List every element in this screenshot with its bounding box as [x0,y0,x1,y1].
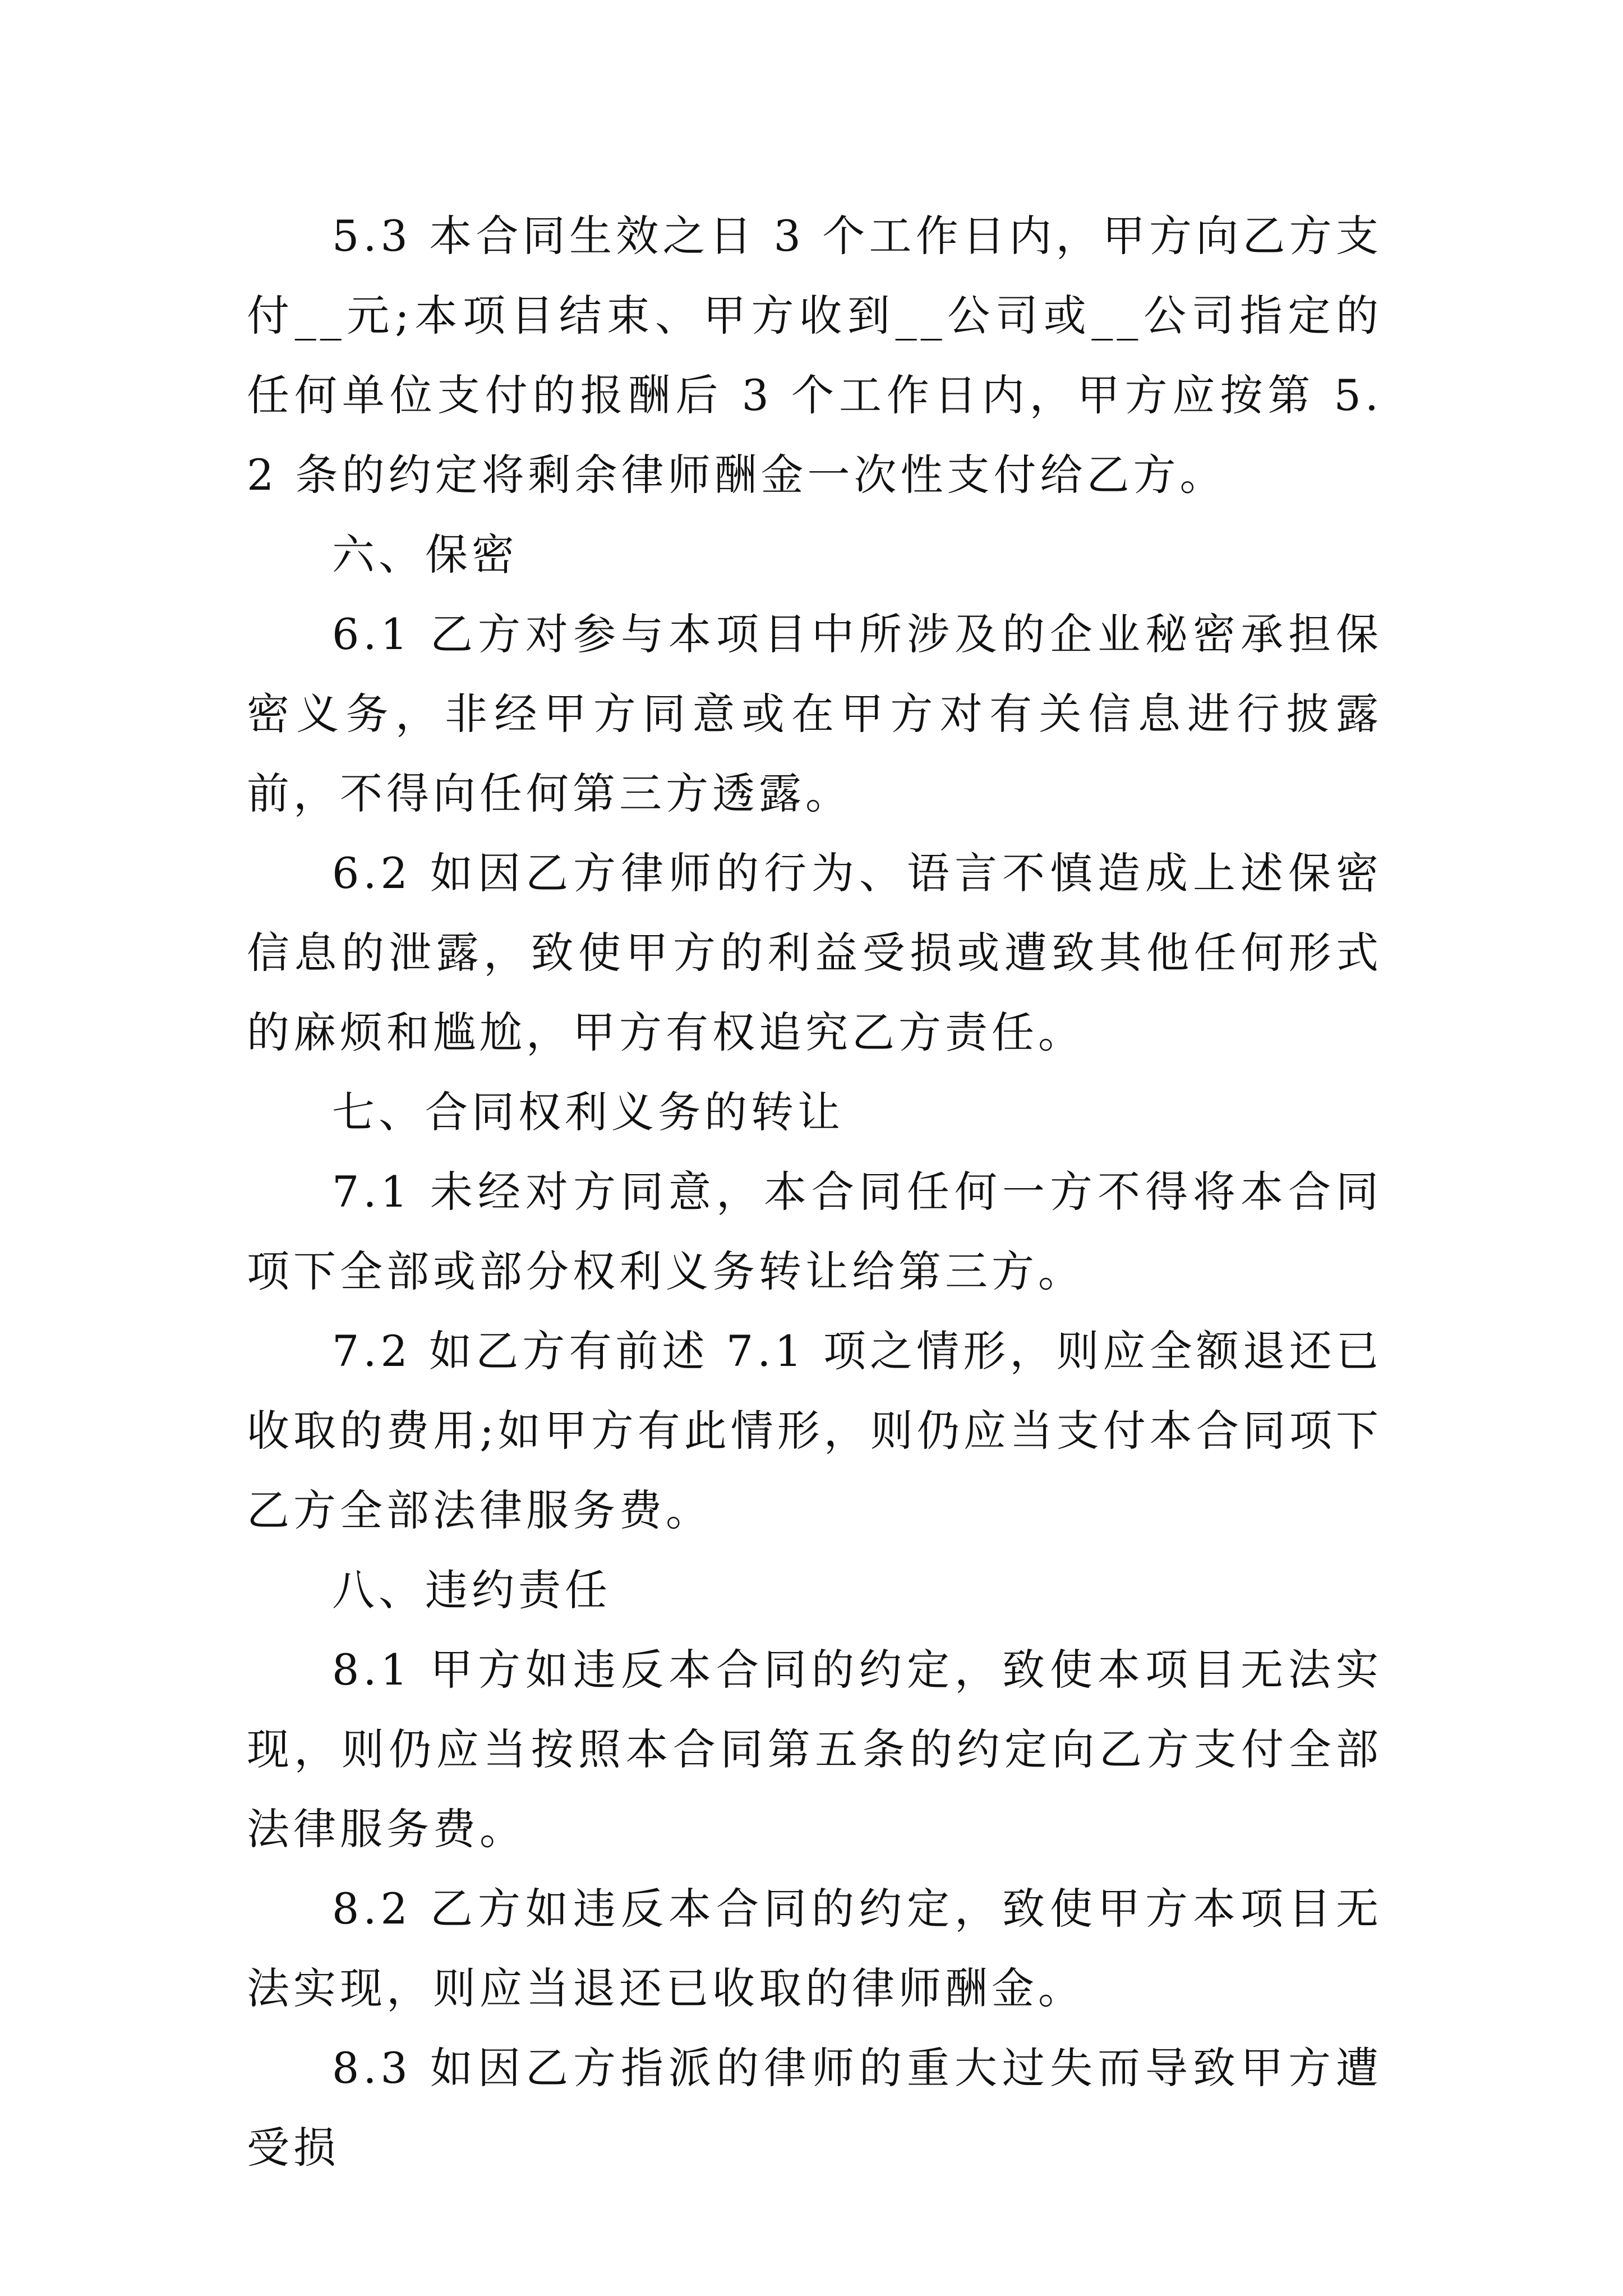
section-8-heading: 八、违约责任 [332,1565,611,1615]
clause-8-1: 8.1 甲方如违反本合同的约定，致使本项目无法实现，则仍应当按照本合同第五条的约定向乙方支付全部法律服务费。 [247,1645,1382,1854]
clause-5-3: 5.3 本合同生效之日 3 个工作日内，甲方向乙方支付__元;本项目结束、甲方收到__公司或__公司指定的任何单位支付的报酬后 3 个工作日内，甲方应按第 5.2 条的约定将剩余律师酬金一次性支付给乙方。 [247,211,1382,500]
document-body [247,196,1382,2188]
clause-6-2: 6.2 如因乙方律师的行为、语言不慎造成上述保密信息的泄露，致使甲方的利益受损或遭致其他任何形式的麻烦和尴尬，甲方有权追究乙方责任。 [247,848,1382,1057]
clause-8-2: 8.2 乙方如违反本合同的约定，致使甲方本项目无法实现，则应当退还已收取的律师酬金。 [247,1884,1382,2013]
section-6-heading: 六、保密 [332,530,518,579]
clause-7-2: 7.2 如乙方有前述 7.1 项之情形，则应全额退还已收取的费用;如甲方有此情形，则仍应当支付本合同项下乙方全部法律服务费。 [247,1326,1382,1535]
clause-8-3: 8.3 如因乙方指派的律师的重大过失而导致甲方遭受损 [247,2043,1382,2173]
clause-6-1: 6.1 乙方对参与本项目中所涉及的企业秘密承担保密义务，非经甲方同意或在甲方对有关信息进行披露前，不得向任何第三方透露。 [247,609,1382,818]
section-7-heading: 七、合同权利义务的转让 [332,1087,844,1137]
clause-7-1: 7.1 未经对方同意，本合同任何一方不得将本合同项下全部或部分权利义务转让给第三方。 [247,1167,1382,1296]
